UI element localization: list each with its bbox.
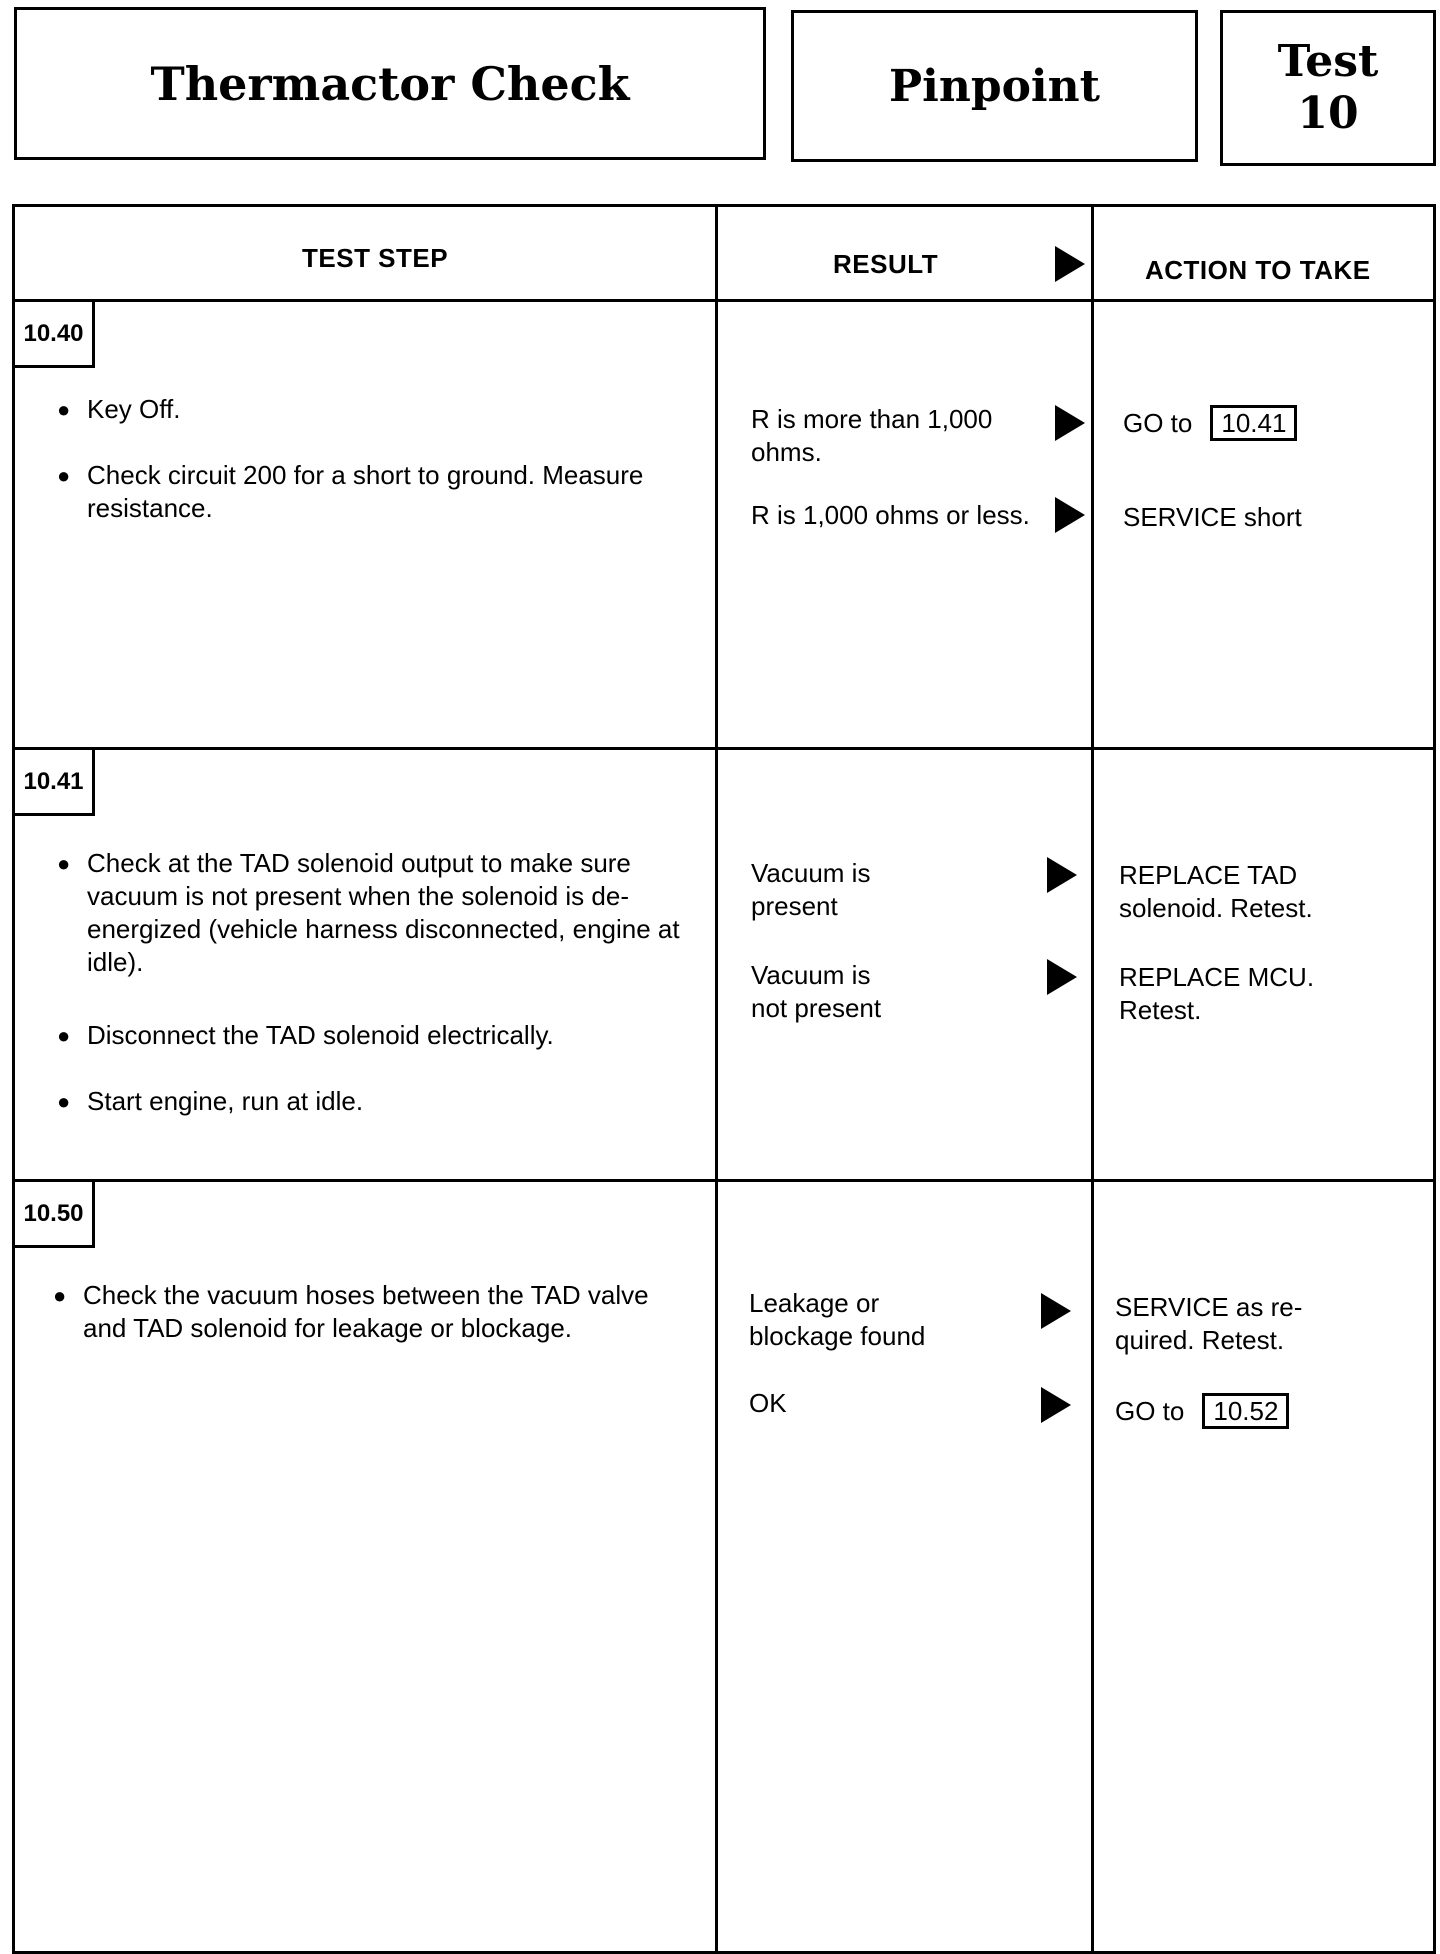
arrow-icon	[1041, 1293, 1071, 1329]
bullet-icon: ●	[57, 1089, 71, 1114]
col-header-test-step: TEST STEP	[302, 243, 449, 273]
col-header-action: ACTION TO TAKE	[1145, 255, 1371, 285]
instruction-item: ● Check the vacuum hoses between the TAD valve and TAD solenoid for leakage or blockage.	[53, 1280, 649, 1343]
instruction-item: ● Disconnect the TAD solenoid electrically.	[57, 1020, 554, 1050]
action-text: SERVICE as re-quired. Retest.	[1115, 1292, 1303, 1355]
bullet-icon: ●	[57, 1023, 71, 1048]
step-number: 10.41	[15, 750, 95, 816]
instruction-item: ● Check circuit 200 for a short to ground. Measure resistance.	[57, 460, 644, 523]
arrow-icon	[1055, 405, 1085, 441]
step-reference: 10.41	[1210, 405, 1297, 441]
result-text: R is 1,000 ohms or less.	[751, 500, 1030, 530]
arrow-icon	[1041, 1387, 1071, 1423]
bullet-icon: ●	[57, 851, 71, 876]
action-text: REPLACE MCU. Retest.	[1119, 962, 1315, 1025]
bullet-icon: ●	[53, 1283, 67, 1308]
instruction-item: ● Key Off.	[57, 394, 181, 424]
column-divider	[715, 207, 718, 1951]
action-text: GO to 10.41	[1123, 405, 1423, 441]
test-table	[12, 204, 1436, 1954]
page-title: Thermactor Check	[150, 56, 630, 111]
bullet-icon: ●	[57, 463, 71, 488]
test-box	[1220, 10, 1436, 166]
arrow-icon	[1055, 246, 1085, 282]
arrow-icon	[1047, 959, 1077, 995]
instruction-item: ● Check at the TAD solenoid output to make sure vacuum is not present when the solenoid is de-energized (vehicle harness disconnected, engine at idle).	[57, 848, 680, 977]
section-title: Pinpoint	[889, 60, 1100, 112]
arrow-icon	[1055, 497, 1085, 533]
instruction-item: ● Start engine, run at idle.	[57, 1086, 364, 1116]
test-number: 10	[1297, 88, 1359, 139]
bullet-icon: ●	[57, 397, 71, 422]
action-text: REPLACE TAD solenoid. Retest.	[1119, 860, 1313, 923]
result-text: Vacuum is not present	[751, 960, 882, 1023]
arrow-icon	[1047, 857, 1077, 893]
step-number: 10.40	[15, 302, 95, 368]
result-text: OK	[749, 1388, 787, 1418]
result-text: Vacuum is present	[751, 858, 871, 921]
action-text: SERVICE short	[1123, 502, 1302, 532]
column-divider	[1091, 207, 1094, 1951]
test-label: Test	[1277, 36, 1379, 87]
header-rule	[15, 299, 1433, 302]
row-divider	[15, 747, 1433, 750]
row-divider	[15, 1179, 1433, 1182]
action-text: GO to 10.52	[1115, 1393, 1415, 1429]
step-reference: 10.52	[1202, 1393, 1289, 1429]
result-text: R is more than 1,000 ohms.	[751, 404, 993, 467]
title-box	[14, 7, 766, 160]
result-text: Leakage or blockage found	[749, 1288, 926, 1351]
col-header-result: RESULT	[833, 249, 939, 279]
step-number: 10.50	[15, 1182, 95, 1248]
section-box	[791, 10, 1198, 162]
